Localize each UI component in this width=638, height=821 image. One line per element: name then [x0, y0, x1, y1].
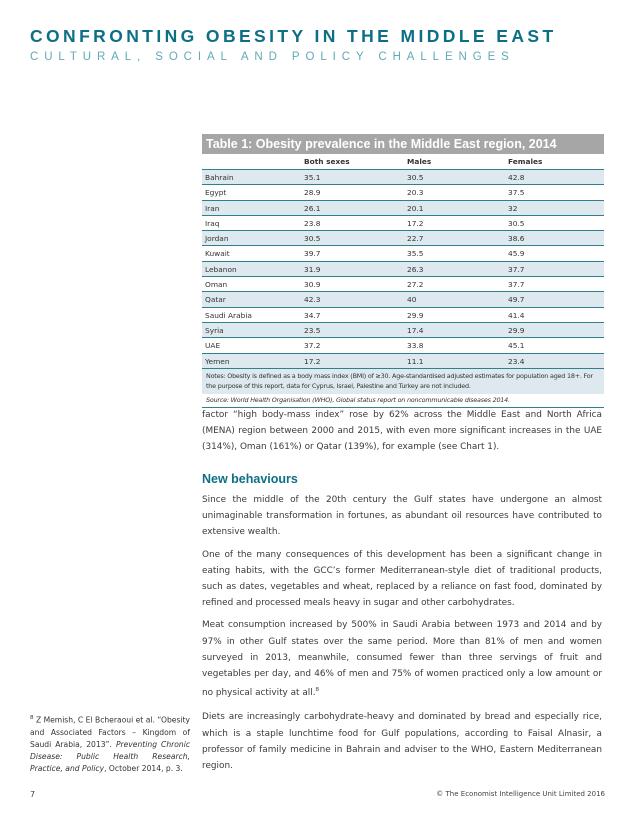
- males-cell: 30.5: [407, 173, 424, 182]
- footnote-marker: 8: [30, 715, 34, 721]
- footnote-publication: Preventing Chronic Disease: Public Health Research, Practice, and Policy: [30, 739, 191, 773]
- males-cell: 20.3: [407, 188, 424, 198]
- body-paragraph-4: Diets are increasingly carbohydrate-heavy and dominated by bread and especially rice, which is a staple lunchtime food for Gulf populations, according to Faisal Alnasir, a professor of family medicine in Bahrain and adviser to the WHO, Eastern Mediterranean region.: [202, 712, 602, 772]
- country-cell: Jordan: [205, 234, 229, 244]
- both-sexes-cell: 42.3: [304, 295, 321, 305]
- column-header: [202, 154, 304, 169]
- body-paragraph-1: Since the middle of the 20th century the Gulf states have undergone an almost unimaginable transformation in fortunes, as abundant oil resources have contributed to extensive wealth.: [202, 495, 602, 538]
- males-cell: 27.2: [407, 280, 424, 290]
- females-cell: 42.8: [508, 173, 525, 182]
- copyright-notice: © The Economist Intelligence Unit Limited 2016: [436, 790, 605, 798]
- both-sexes-cell: 31.9: [304, 264, 321, 274]
- body-paragraph-2: One of the many consequences of this development has been a significant change in eating habits, with the GCC’s former Mediterranean-style diet of traditional products, such as dates, vegetables and wheat, replaced by a reliance on fast food, dominated by refined and processed meals heavy in sugar and other carbohydrates.: [202, 549, 602, 609]
- footnote-text-a: Z Memish, C El Bcheraoui et al. “Obesity and Associated Factors – Kingdom of Saudi Arabia, 2013”.: [30, 715, 190, 749]
- country-cell: Qatar: [205, 295, 226, 305]
- females-cell: 37.5: [508, 188, 525, 198]
- country-cell: Iran: [205, 203, 220, 213]
- table-title: Table 1: Obesity prevalence in the Middle East region, 2014: [202, 134, 604, 154]
- females-cell: 29.9: [508, 325, 525, 335]
- country-cell: Bahrain: [205, 173, 234, 182]
- table-row: [202, 170, 604, 185]
- females-cell: 23.4: [508, 356, 525, 366]
- report-subtitle: CULTURAL, SOCIAL AND POLICY CHALLENGES: [30, 51, 515, 63]
- females-cell: 45.1: [508, 341, 525, 351]
- table-row: [202, 277, 604, 292]
- both-sexes-cell: 23.5: [304, 325, 321, 335]
- table-source: Source: World Health Organisation (WHO), Global status report on noncommunicable diseases 2014.: [202, 394, 604, 408]
- country-cell: UAE: [205, 341, 221, 351]
- males-cell: 33.8: [407, 341, 424, 351]
- females-cell: 38.6: [508, 234, 525, 244]
- country-cell: Iraq: [205, 218, 220, 228]
- both-sexes-cell: 23.8: [304, 218, 321, 228]
- both-sexes-cell: 28.9: [304, 188, 321, 198]
- males-cell: 29.9: [407, 310, 424, 320]
- country-cell: Kuwait: [205, 249, 230, 259]
- column-header-both-sexes: Both sexes: [304, 157, 350, 166]
- article-body: [202, 492, 602, 780]
- table-row: [202, 354, 604, 369]
- both-sexes-cell: 30.5: [304, 234, 321, 244]
- report-header: [30, 26, 557, 63]
- country-cell: Oman: [205, 280, 228, 290]
- table-row: [202, 338, 604, 353]
- table-row: [202, 216, 604, 231]
- males-cell: 22.7: [407, 234, 424, 244]
- males-cell: 11.1: [407, 356, 424, 366]
- females-cell: 37.7: [508, 280, 525, 290]
- females-cell: 45.9: [508, 249, 525, 259]
- females-cell: 32: [508, 203, 518, 213]
- body-paragraph-3-text: Meat consumption increased by 500% in Saudi Arabia between 1973 and 2014 and by 97% in other Gulf states over the same period. More than 81% of men and women surveyed in 2013, meanwhile, consumed fewer than three servings of fruit and vegetables per day, and 46% of men and 75% of women practiced only a low amount or no physical activity at all.: [202, 620, 602, 699]
- table-header-row: [202, 154, 604, 170]
- intro-paragraph-block: [202, 407, 602, 462]
- males-cell: 17.2: [407, 218, 424, 228]
- males-cell: 26.3: [407, 264, 424, 274]
- males-cell: 17.4: [407, 325, 424, 335]
- footnote: [30, 712, 190, 775]
- obesity-table: [202, 134, 604, 408]
- country-cell: Lebanon: [205, 264, 237, 274]
- table-row: [202, 231, 604, 246]
- both-sexes-cell: 26.1: [304, 203, 321, 213]
- both-sexes-cell: 37.2: [304, 341, 321, 351]
- both-sexes-cell: 34.7: [304, 310, 321, 320]
- country-cell: Syria: [205, 325, 224, 335]
- males-cell: 40: [407, 295, 417, 305]
- table-row: [202, 262, 604, 277]
- report-title: CONFRONTING OBESITY IN THE MIDDLE EAST: [30, 26, 557, 46]
- table-row: [202, 201, 604, 216]
- intro-paragraph: factor “high body-mass index” rose by 62% across the Middle East and North Africa (MENA) region between 2000 and 2015, with even more significant increases in the UAE (314%), Oman (161%) or Qatar (139%), for example (see Chart 1).: [202, 410, 602, 453]
- table-row: [202, 323, 604, 338]
- page-number: 7: [30, 790, 36, 799]
- both-sexes-cell: 39.7: [304, 249, 321, 259]
- females-cell: 30.5: [508, 218, 525, 228]
- table-notes: Notes: Obesity is defined as a body mass index (BMI) of ≥30. Age-standardised adjusted estimates for population aged 18+. For the purpose of this report, data for Cyprus, Israel, Palestine and Turkey are not included.: [202, 369, 604, 394]
- country-cell: Egypt: [205, 188, 227, 198]
- females-cell: 37.7: [508, 264, 525, 274]
- table-row: [202, 308, 604, 323]
- table-row: [202, 292, 604, 307]
- table-row: [202, 185, 604, 200]
- column-header-males: Males: [407, 157, 432, 166]
- both-sexes-cell: 17.2: [304, 356, 321, 366]
- both-sexes-cell: 35.1: [304, 173, 321, 182]
- males-cell: 35.5: [407, 249, 424, 259]
- country-cell: Saudi Arabia: [205, 310, 252, 320]
- footnote-reference[interactable]: 8: [315, 687, 320, 694]
- males-cell: 20.1: [407, 203, 424, 213]
- column-header-females: Females: [508, 157, 543, 166]
- females-cell: 49.7: [508, 295, 525, 305]
- both-sexes-cell: 30.9: [304, 280, 321, 290]
- country-cell: Yemen: [205, 356, 230, 366]
- body-paragraph-3: [202, 617, 602, 701]
- section-heading: New behaviours: [202, 472, 298, 486]
- footnote-text-b: , October 2014, p. 3.: [104, 763, 183, 773]
- table-body: [202, 170, 604, 369]
- females-cell: 41.4: [508, 310, 525, 320]
- table-row: [202, 246, 604, 261]
